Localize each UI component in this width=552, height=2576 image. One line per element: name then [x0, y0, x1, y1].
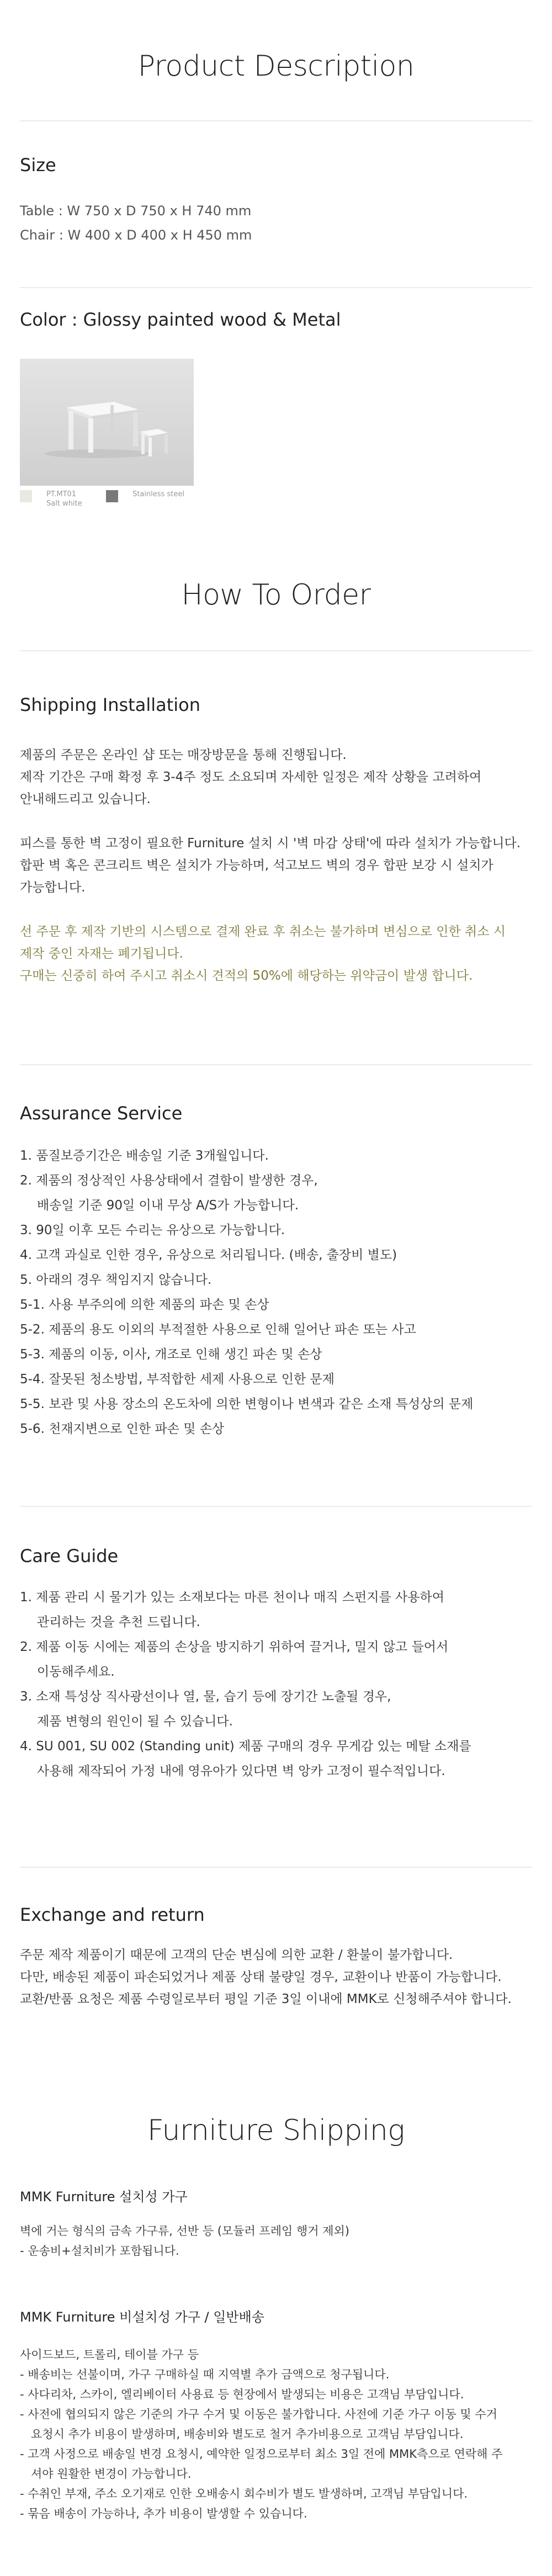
- text-line: 벽에 거는 형식의 금속 가구류, 선반 등 (모듈러 프레임 행거 제외): [20, 2224, 349, 2238]
- list-item: 5. 아래의 경우 책임지지 않습니다.: [20, 1273, 212, 1287]
- how-to-order-title: How To Order: [181, 578, 371, 612]
- text-line: 합판 벽 혹은 콘크리트 벽은 설치가 가능하며, 석고보드 벽의 경우 합판 보강 시 설치가: [20, 858, 493, 873]
- care-guide-heading: Care Guide: [20, 1545, 119, 1566]
- list-item: 4. SU 001, SU 002 (Standing unit) 제품 구매의 경우 무게감 있는 메탈 소재를: [20, 1739, 471, 1754]
- non-installed-furniture-text: [20, 2345, 539, 2524]
- divider: [20, 287, 532, 288]
- list-item: 사용해 제작되어 가정 내에 영유아가 있다면 벽 앙카 고정이 필수적입니다.: [37, 1764, 445, 1778]
- list-item: 5-4. 잘못된 청소방법, 부적합한 세제 사용으로 인한 문제: [20, 1372, 335, 1387]
- assurance-service-heading: Assurance Service: [20, 1103, 183, 1124]
- swatch-name: Salt white: [46, 500, 82, 508]
- list-item: 2. 제품의 정상적인 사용상태에서 결함이 발생한 경우,: [20, 1173, 318, 1188]
- text-line: - 사다리차, 스카이, 엘리베이터 사용료 등 현장에서 발생되는 비용은 고객님 부담입니다.: [20, 2388, 464, 2401]
- non-installed-furniture-heading: MMK Furniture 비설치성 가구 / 일반배송: [20, 2309, 264, 2325]
- swatch-stainless-steel: [106, 490, 118, 502]
- size-chair: Chair : W 400 x D 400 x H 450 mm: [20, 227, 252, 243]
- list-item: 2. 제품 이동 시에는 제품의 손상을 방지하기 위하여 끌거나, 밀지 않고 들어서: [20, 1640, 449, 1654]
- cancellation-note: 구매는 신중히 하여 주시고 취소시 견적의 50%에 해당하는 위약금이 발생 합니다.: [20, 969, 473, 983]
- exchange-return-heading: Exchange and return: [20, 1904, 205, 1925]
- text-line: - 사전에 협의되지 않은 기준의 가구 수거 및 이동은 불가합니다. 사전에 기준 가구 이동 및 수거: [20, 2408, 497, 2421]
- divider: [20, 1506, 532, 1507]
- shipping-installation-text: [20, 744, 533, 987]
- text-line: 제작 기간은 구매 확정 후 3-4주 정도 소요되며 자세한 일정은 제작 상황을 고려하여: [20, 770, 482, 784]
- divider: [20, 1064, 532, 1065]
- cancellation-note: 제작 중인 자재는 폐기됩니다.: [20, 947, 183, 961]
- exchange-return-text: [20, 1944, 533, 2010]
- list-item: 5-1. 사용 부주의에 의한 제품의 파손 및 손상: [20, 1298, 269, 1312]
- list-item: 5-6. 천재지변으로 인한 파손 및 손상: [20, 1422, 225, 1436]
- swatch-code: Stainless steel: [132, 490, 184, 498]
- list-item: 5-5. 보관 및 사용 장소의 온도차에 의한 변형이나 변색과 같은 소재 특성상의 문제: [20, 1397, 474, 1411]
- installed-furniture-heading: MMK Furniture 설치성 가구: [20, 2189, 188, 2205]
- divider: [20, 120, 532, 121]
- list-item: 이동해주세요.: [37, 1665, 115, 1679]
- care-guide-list: [20, 1585, 539, 1784]
- furniture-shipping-title: Furniture Shipping: [147, 2114, 405, 2147]
- text-line: - 고객 사정으로 배송일 변경 요청시, 예약한 일정으로부터 최소 3일 전에 MMK측으로 연락해 주: [20, 2447, 503, 2461]
- text-line: 안내해드리고 있습니다.: [20, 792, 151, 806]
- table-chair-illustration: [20, 359, 194, 486]
- text-line: - 수취인 부재, 주소 오기재로 인한 오배송시 회수비가 별도 발생하며, 고객님 부담입니다.: [20, 2487, 468, 2500]
- cancellation-note: 선 주문 후 제작 기반의 시스템으로 결제 완료 후 취소는 불가하며 변심으로 인한 취소 시: [20, 925, 506, 939]
- assurance-list: [20, 1144, 539, 1442]
- text-line: 가능합니다.: [20, 880, 86, 895]
- shipping-installation-heading: Shipping Installation: [20, 694, 200, 715]
- text-line: - 배송비는 선불이며, 가구 구매하실 때 지역별 추가 금액으로 청구됩니다.: [20, 2368, 390, 2381]
- text-line: 제품의 주문은 온라인 샵 또는 매장방문을 통해 진행됩니다.: [20, 748, 347, 762]
- text-line: 피스를 통한 벽 고정이 필요한 Furniture 설치 시 '벽 마감 상태'에 따라 설치가 가능합니다.: [20, 836, 521, 851]
- size-heading: Size: [20, 155, 56, 176]
- list-item: 3. 90일 이후 모든 수리는 유상으로 가능합니다.: [20, 1223, 285, 1237]
- list-item: 1. 품질보증기간은 배송일 기준 3개월입니다.: [20, 1149, 269, 1163]
- list-item: 관리하는 것을 추천 드립니다.: [37, 1615, 200, 1629]
- text-line: 다만, 배송된 제품이 파손되었거나 제품 상태 불량일 경우, 교환이나 반품이 가능합니다.: [20, 1970, 502, 1984]
- list-item: 5-2. 제품의 용도 이외의 부적절한 사용으로 인해 일어난 파손 또는 사고: [20, 1322, 416, 1337]
- swatch-code: PT.MT01: [46, 490, 77, 498]
- product-description-title: Product Description: [137, 50, 415, 83]
- text-line: 교환/반품 요청은 제품 수령일로부터 평일 기준 3일 이내에 MMK로 신청해주셔야 합니다.: [20, 1992, 512, 2006]
- text-line: - 운송비+설치비가 포함됩니다.: [20, 2244, 179, 2258]
- list-item: 4. 고객 과실로 인한 경우, 유상으로 처리됩니다. (배송, 출장비 별도): [20, 1248, 397, 1262]
- product-image: [20, 359, 194, 486]
- divider: [20, 1867, 532, 1868]
- color-heading: Color : Glossy painted wood & Metal: [20, 309, 341, 330]
- list-item: 5-3. 제품의 이동, 이사, 개조로 인해 생긴 파손 및 손상: [20, 1347, 322, 1362]
- text-line: 요청시 추가 비용이 발생하며, 배송비와 별도로 철거 추가비용으로 고객님 부담입니다.: [31, 2428, 464, 2441]
- text-line: - 묶음 배송이 가능하나, 추가 비용이 발생할 수 있습니다.: [20, 2507, 307, 2520]
- list-item: 제품 변형의 원인이 될 수 있습니다.: [37, 1714, 233, 1729]
- text-line: 주문 제작 제품이기 때문에 고객의 단순 변심에 의한 교환 / 환불이 불가합니다.: [20, 1948, 453, 1962]
- swatch-salt-white: [20, 490, 32, 502]
- text-line: 사이드보드, 트롤리, 테이블 가구 등: [20, 2348, 199, 2361]
- size-table: Table : W 750 x D 750 x H 740 mm: [20, 203, 252, 219]
- text-line: 셔야 원활한 변경이 가능합니다.: [31, 2467, 192, 2481]
- list-item: 1. 제품 관리 시 물기가 있는 소재보다는 마른 천이나 매직 스펀지를 사용하여: [20, 1590, 444, 1605]
- installed-furniture-text: [20, 2221, 539, 2261]
- list-item: 3. 소재 특성상 직사광선이나 열, 물, 습기 등에 장기간 노출될 경우,: [20, 1690, 391, 1704]
- list-item: 배송일 기준 90일 이내 무상 A/S가 가능합니다.: [37, 1198, 299, 1213]
- divider: [20, 650, 532, 651]
